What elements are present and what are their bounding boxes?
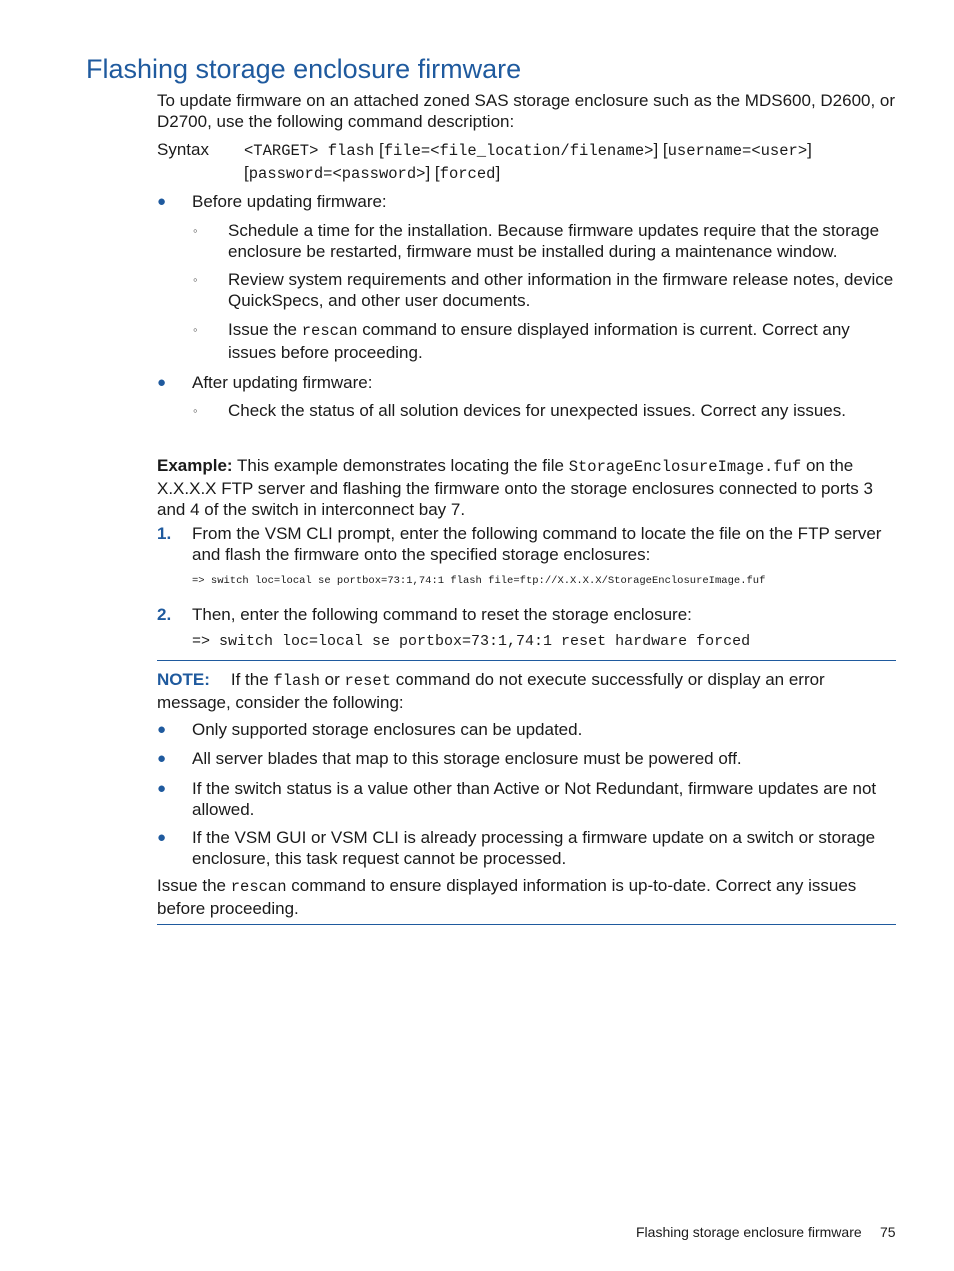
flash-code: flash [273, 672, 320, 690]
syntax-username: username=<user> [667, 142, 808, 160]
step-number: 2. [157, 605, 172, 624]
note-bullet-text: All server blades that map to this storage enclosure must be powered off. [192, 749, 742, 768]
syntax-password: password=<password> [248, 165, 426, 183]
syntax-bracket: ] [ [425, 163, 440, 182]
step-2-command: => switch loc=local se portbox=73:1,74:1 reset hardware forced [192, 633, 751, 650]
sub-bullet-icon: ◦ [193, 322, 198, 337]
page-title: Flashing storage enclosure firmware [86, 54, 522, 84]
text-run: on the X.X.X.X FTP server and flashing the firmware onto the storage enclosures connected to ports 3 and 4 of the switch in interconnect bay 7. [157, 456, 873, 519]
syntax-file: file=<file_location/filename> [383, 142, 654, 160]
syntax-bracket: [ [374, 140, 384, 159]
example-label: Example: [157, 456, 233, 475]
syntax-bracket: ] [ [653, 140, 668, 159]
step-1-command: => switch loc=local se portbox=73:1,74:1 flash file=ftp://X.X.X.X/StorageEnclosureImage.fuf [192, 575, 766, 587]
before-item-text: Schedule a time for the installation. Because firmware updates require that the storage enclosure be restarted, firmware must be installed during a maintenance window. [228, 221, 880, 261]
footer-section-title: Flashing storage enclosure firmware [636, 1224, 862, 1240]
text-run: If the [230, 670, 274, 689]
bullet-icon: ● [157, 780, 167, 797]
text-run: Issue the [228, 320, 302, 339]
note-bottom-rule [157, 924, 896, 925]
bullet-icon: ● [157, 193, 167, 210]
rescan-code: rescan [230, 878, 287, 896]
after-item-text: Check the status of all solution devices for unexpected issues. Correct any issues. [228, 401, 846, 420]
rescan-code: rescan [301, 322, 358, 340]
text-run: This example demonstrates locating the file [232, 456, 569, 475]
step-number: 1. [157, 524, 172, 543]
syntax-label: Syntax [157, 140, 209, 159]
note-paragraph [157, 669, 897, 713]
text-run: command to ensure displayed information is current. Correct any issues before proceeding. [228, 320, 850, 362]
bullet-icon: ● [157, 721, 167, 738]
text-run: command to ensure displayed information is up-to-date. Correct any issues before proceeding. [157, 876, 857, 918]
intro-paragraph: To update firmware on an attached zoned SAS storage enclosure such as the MDS600, D2600, or D2700, use the following command description: [157, 91, 896, 131]
note-bullet-text: Only supported storage enclosures can be updated. [192, 720, 583, 739]
text-run: or [319, 670, 345, 689]
note-label: NOTE: [157, 670, 210, 689]
syntax-bracket: ] [ [244, 140, 812, 182]
bullet-icon: ● [157, 750, 167, 767]
after-heading: After updating firmware: [192, 373, 373, 392]
filename-code: StorageEnclosureImage.fuf [568, 458, 802, 476]
sub-bullet-icon: ◦ [193, 403, 198, 418]
bullet-icon: ● [157, 829, 167, 846]
note-bullet-text: If the VSM GUI or VSM CLI is already processing a firmware update on a switch or storage enclosure, this task request cannot be processed. [192, 828, 876, 868]
syntax-target: <TARGET> flash [244, 142, 375, 160]
note-top-rule [157, 660, 896, 661]
reset-code: reset [344, 672, 392, 690]
syntax-forced: forced [439, 165, 496, 183]
page-number: 75 [880, 1224, 896, 1240]
sub-bullet-icon: ◦ [193, 272, 198, 287]
bullet-icon: ● [157, 374, 167, 391]
step-text: Then, enter the following command to reset the storage enclosure: [192, 605, 692, 624]
example-paragraph [157, 455, 897, 520]
note-bullet-text: If the switch status is a value other than Active or Not Redundant, firmware updates are not allowed. [192, 779, 877, 819]
syntax-bracket: ] [495, 163, 501, 182]
before-item-text: Review system requirements and other information in the firmware release notes, device QuickSpecs, and other user documents. [228, 270, 894, 310]
step-text: From the VSM CLI prompt, enter the following command to locate the file on the FTP server and flash the firmware onto the specified storage enclosures: [192, 524, 882, 564]
note-closing-paragraph [157, 875, 897, 919]
sub-bullet-icon: ◦ [193, 223, 198, 238]
text-run: Issue the [157, 876, 231, 895]
before-heading: Before updating firmware: [192, 192, 387, 211]
syntax-command [244, 139, 898, 185]
before-item-text [228, 319, 897, 363]
text-run: command do not execute successfully or display an error message, consider the following: [157, 670, 825, 712]
